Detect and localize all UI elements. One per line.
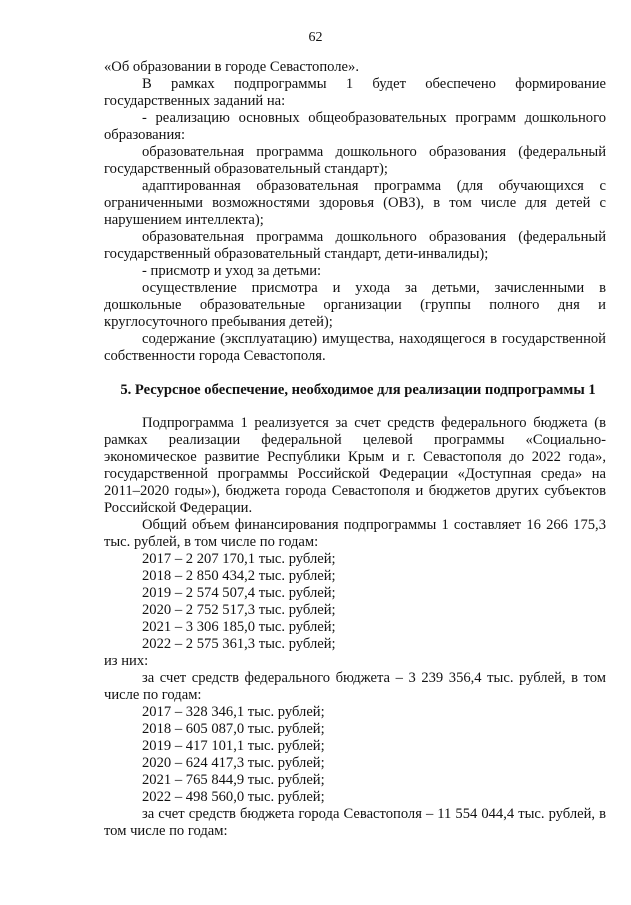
of-them-label: из них:	[104, 653, 149, 669]
paragraph: образовательная программа дошкольного образования (федеральный государственный образовательный стандарт);	[104, 144, 606, 177]
list-item: 2017 – 2 207 170,1 тыс. рублей;	[142, 551, 336, 567]
paragraph: адаптированная образовательная программа (для обучающихся с ограниченными возможностями здоровья (ОВЗ), в том числе для детей с нарушением интеллекта);	[104, 178, 606, 228]
paragraph: осуществление присмотра и ухода за детьми, зачисленными в дошкольные образовательные организации (группы полного дня и круглосуточного пребывания детей);	[104, 280, 606, 330]
list-item: 2020 – 624 417,3 тыс. рублей;	[142, 755, 325, 771]
paragraph: за счет средств федерального бюджета – 3 239 356,4 тыс. рублей, в том числе по годам:	[104, 670, 606, 703]
list-item: 2019 – 2 574 507,4 тыс. рублей;	[142, 585, 336, 601]
paragraph: В рамках подпрограммы 1 будет обеспечено формирование государственных заданий на:	[104, 76, 606, 109]
list-item: 2022 – 498 560,0 тыс. рублей;	[142, 789, 325, 805]
total-by-year-list	[104, 551, 606, 653]
page-number: 62	[308, 30, 323, 45]
list-item: 2020 – 2 752 517,3 тыс. рублей;	[142, 602, 336, 618]
paragraph: - присмотр и уход за детьми:	[142, 263, 322, 279]
paragraph: Общий объем финансирования подпрограммы 1 составляет 16 266 175,3 тыс. рублей, в том числе по годам:	[104, 517, 606, 550]
list-item: 2018 – 2 850 434,2 тыс. рублей;	[142, 568, 336, 584]
paragraph: - реализацию основных общеобразовательных программ дошкольного образования:	[104, 110, 606, 143]
list-item: 2018 – 605 087,0 тыс. рублей;	[142, 721, 325, 737]
page-content	[104, 59, 606, 840]
federal-by-year-list	[104, 704, 606, 806]
list-item: 2019 – 417 101,1 тыс. рублей;	[142, 738, 325, 754]
paragraph: содержание (эксплуатацию) имущества, находящегося в государственной собственности города Севастополя.	[104, 331, 606, 364]
list-item: 2021 – 765 844,9 тыс. рублей;	[142, 772, 325, 788]
section-heading: 5. Ресурсное обеспечение, необходимое для реализации подпрограммы 1	[120, 382, 596, 398]
paragraph: Подпрограмма 1 реализуется за счет средств федерального бюджета (в рамках реализации федеральной целевой программы «Социально-экономическое развитие Республики Крым и г. Севастополя до 2022 года», государственной программы Российской Федерации «Доступная среда» на 2011–2020 годы»), бюджета города Севастополя и бюджетов других субъектов Российской Федерации.	[104, 415, 606, 516]
list-item: 2022 – 2 575 361,3 тыс. рублей;	[142, 636, 336, 652]
list-item: 2021 – 3 306 185,0 тыс. рублей;	[142, 619, 336, 635]
paragraph: образовательная программа дошкольного образования (федеральный государственный образовательный стандарт, дети-инвалиды);	[104, 229, 606, 262]
paragraph: за счет средств бюджета города Севастополя – 11 554 044,4 тыс. рублей, в том числе по годам:	[104, 806, 606, 839]
list-item: 2017 – 328 346,1 тыс. рублей;	[142, 704, 325, 720]
paragraph: «Об образовании в городе Севастополе».	[104, 59, 359, 75]
